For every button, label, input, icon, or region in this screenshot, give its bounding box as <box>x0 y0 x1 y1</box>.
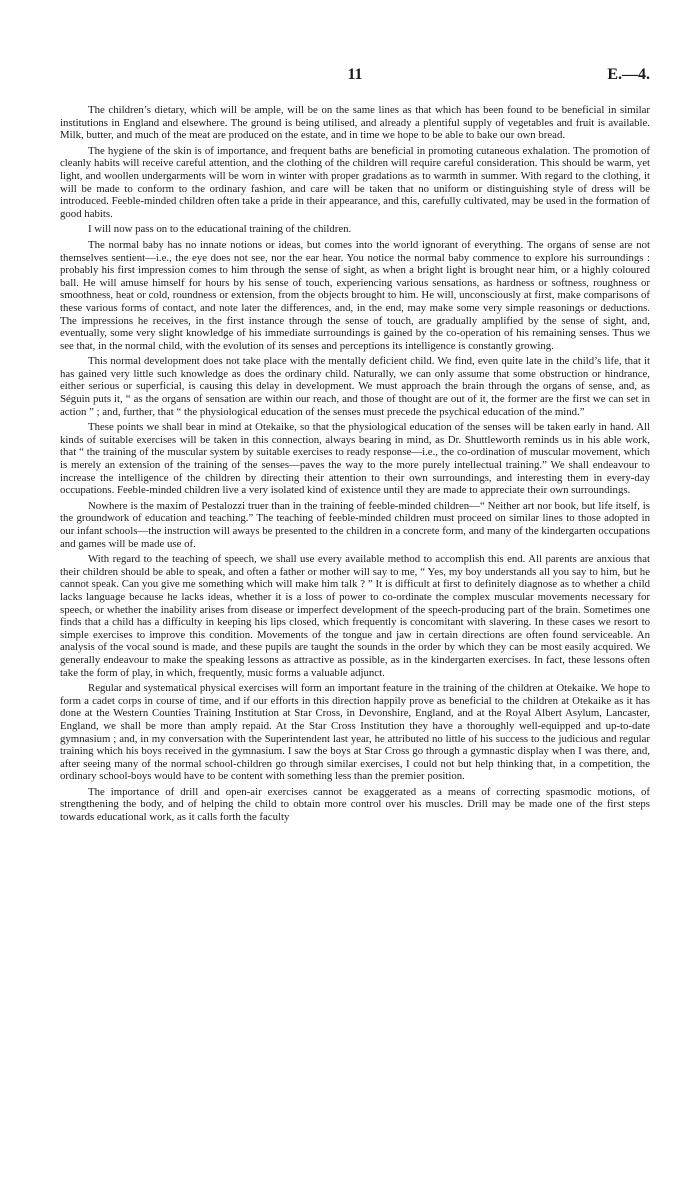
paragraph-deficient-child: This normal development does not take place with the mentally deficient child. We find, even quite late in the child’s life, that it has gained very little such knowledge as does the ordinary child. Naturally, we can only assume that some obstruction or hindrance, either serious or superficial, is causing this delay in development. We must approach the brain through the organs of sense, and, as Séguin puts it, “ as the organs of sensation are within our reach, and those of thought are out of it, the former are the first we can set in action ” ; and, further, that “ the physiological education of the senses must precede the psychical education of the mind.” <box>60 355 650 418</box>
page-number: 11 <box>347 66 363 83</box>
paragraph-physiological-education: These points we shall bear in mind at Otekaike, so that the physiological education of the senses will be taken early in hand. All kinds of suitable exercises will be taken in this connection, always bearing in mind, as Dr. Shuttleworth reminds us in his able work, that “ the training of the muscular system by suitable exercises to ready response—i.e., the co-ordination of muscular movement, which is merely an extension of the training of the senses—paves the way to the more purely intellectual training.” We shall endeavour to increase the intelligence of the children by directing their attention to their own surroundings, and interesting them in every-day occupations. Feeble-minded children live a very isolated kind of existence until they are made to appreciate their own surroundings. <box>60 421 650 497</box>
page-header <box>60 66 650 88</box>
paragraph-hygiene: The hygiene of the skin is of importance, and frequent baths are beneficial in promoting cutaneous exhalation. The promotion of cleanly habits will receive careful attention, and the clothing of the children will require careful consideration. This should be warm, yet light, and woollen undergarments will be worn in winter with proper gradations as to warmth in summer. With regard to the clothing, it will be made to conform to the ordinary fashion, and care will be taken that no uniform or distinguishing style of dress will be introduced. Feeble-minded children often take a pride in their appearance, and this, carefully cultivated, may be used in the formation of good habits. <box>60 144 650 220</box>
body-text <box>60 104 650 827</box>
paragraph-transition: I will now pass on to the educational training of the children. <box>88 223 352 236</box>
paragraph-pestalozzi: Nowhere is the maxim of Pestalozzi truer than in the training of feeble-minded children—“ Neither art nor book, but life itself, is the groundwork of education and teaching.” The teaching of feeble-minded children must proceed on similar lines to those adopted in our infant schools—the instruction will aways be presented to the children in a concrete form, and many of the kindergarten occupations and games will be made use of. <box>60 499 650 550</box>
paragraph-normal-baby: The normal baby has no innate notions or ideas, but comes into the world ignorant of everything. The organs of sense are not themselves sentient—i.e., the eye does not see, nor the ear hear. You notice the normal baby commence to explore his surroundings : probably his first impression comes to him through the sense of sight, as when a bright light is brought near him, or a highly coloured ball. He will amuse himself for hours by his sense of touch, experiencing various sensations, as hardness or softness, roughness or smoothness, heat or cold, roundness or extension, from the objects brought to him. He will, unconsciously at first, make comparisons of these various forms of contact, and note later the differences, and, in the end, may make some very simple reasonings or deductions. The impressions he receives, in the first instance through the sense of touch, are gradually amplified by the sense of sight, and, eventually, some very slight knowledge of his immediate surroundings is gained by the co-operation of his remaining senses. Thus we see that, in the normal child, with the evolution of its senses and perceptions its intelligence is constantly growing. <box>60 238 650 352</box>
paragraph-drill: The importance of drill and open-air exercises cannot be exaggerated as a means of correcting spasmodic motions, of strengthening the body, and of helping the child to obtain more control over his muscles. Drill may be made one of the first steps towards educational work, as it calls forth the faculty <box>60 785 650 824</box>
paragraph-physical-exercises: Regular and systematical physical exercises will form an important feature in the training of the children at Otekaike. We hope to form a cadet corps in course of time, and if our efforts in this direction happily prove as beneficial to the children at Otekaike as it has done at the Western Counties Training Institution at Star Cross, in Devonshire, England, and at the Royal Albert Asylum, Lancaster, England, we shall be more than amply repaid. At the Star Cross Institution they have a thoroughly well-equipped and up-to-date gymnasium ; and, in my conversation with the Superintendent last year, he attributed no little of his success to the judicious and regular training which his boys received in the gymnasium. I saw the boys at Star Cross go through a gymnastic display when I was there, and, after seeing many of the normal school-children go through similar exercises, I could not but help thinking that, in a competition, the ordinary school-boys would have to be content with something less than the premier position. <box>60 682 650 783</box>
paragraph-dietary: The children’s dietary, which will be ample, will be on the same lines as that which has been found to be beneficial in similar institutions in England and elsewhere. The ground is being utilised, and already a plentiful supply of vegetables and fruit is available. Milk, butter, and much of the meat are produced on the estate, and in time we hope to be able to bake our own bread. <box>60 104 650 142</box>
document-reference: E.—4. <box>607 66 650 83</box>
paragraph-speech: With regard to the teaching of speech, we shall use every available method to accomplish this end. All parents are anxious that their children should be able to speak, and often a father or mother will say to me, “ Yes, my boy understands all you say to him, but he cannot speak. Can you give me something which will make him talk ? ” It is difficult at first to definitely diagnose as to whether a child lacks language because he lacks ideas, whether it is a loss of power to co-ordinate the complex muscular movements necessary for speech, or whether the inability arises from disease or imperfect development of the speech-producing part of the brain. Sometimes one finds that a child has a difficulty in keeping his lips closed, which frequently is concomitant with slavering. In these cases we resort to simple exercises to improve this condition. Movements of the tongue and jaw in certain directions are often found serviceable. An analysis of the vocal sound is made, and these pupils are taught the sounds in the order by which they can be most easily acquired. We generally endeavour to make the speaking lessons as attractive as possible, as in the kindergarten exercises. In fact, these lessons often take the form of play, in which, frequently, music forms a valuable adjunct. <box>60 553 650 679</box>
